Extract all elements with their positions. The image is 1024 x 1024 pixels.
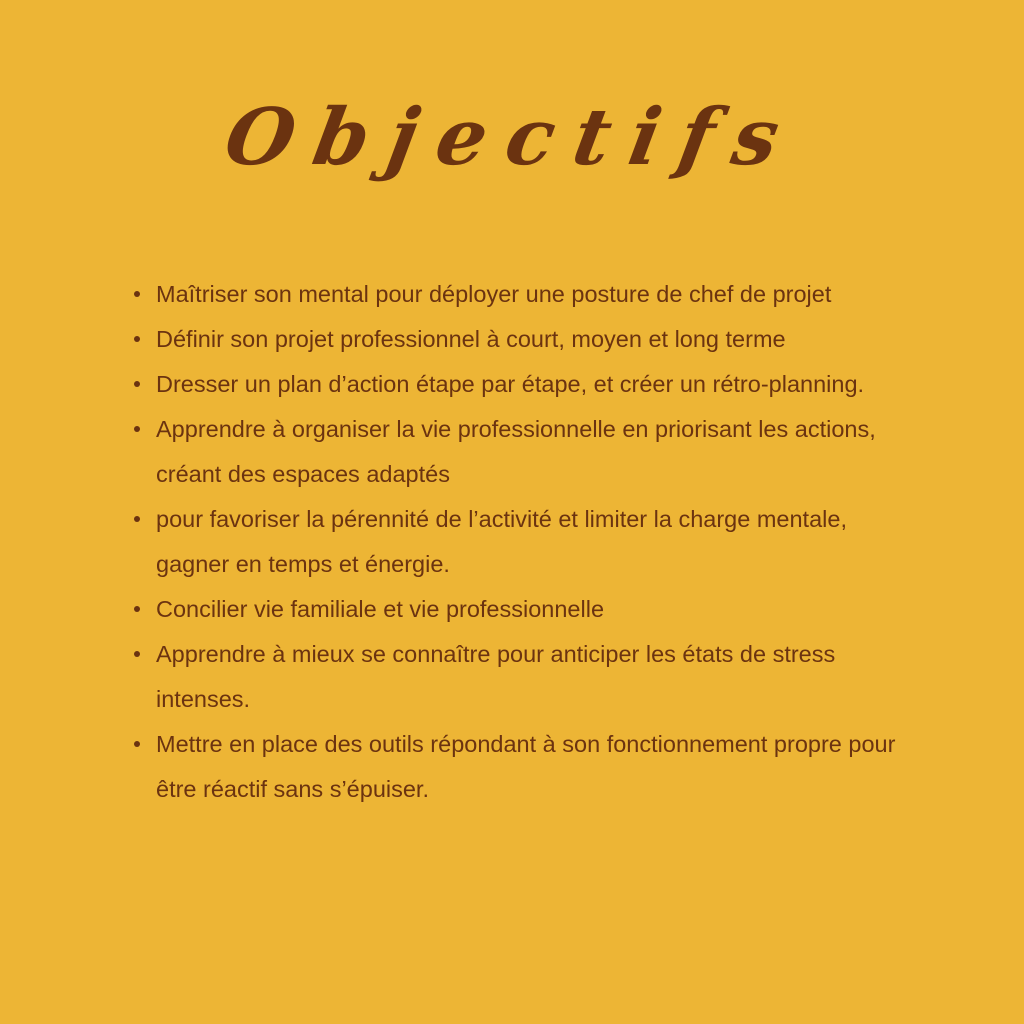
list-item-text: Définir son projet professionnel à court, moyen et long terme bbox=[156, 326, 786, 352]
list-item-text: pour favoriser la pérennité de l’activité et limiter la charge mentale, gagner en temps et énergie. bbox=[156, 506, 847, 577]
bullet-icon bbox=[134, 741, 140, 747]
bullet-icon bbox=[134, 381, 140, 387]
list-item bbox=[156, 407, 916, 497]
bullet-icon bbox=[134, 651, 140, 657]
bullet-icon bbox=[134, 516, 140, 522]
bullet-icon bbox=[134, 426, 140, 432]
bullet-icon bbox=[134, 291, 140, 297]
bullet-icon bbox=[134, 606, 140, 612]
list-item bbox=[156, 587, 916, 632]
list-item-text: Apprendre à mieux se connaître pour anticiper les états de stress intenses. bbox=[156, 641, 836, 712]
list-item-text: Apprendre à organiser la vie professionnelle en priorisant les actions, créant des espaces adaptés bbox=[156, 416, 876, 487]
page-title: Objectifs bbox=[218, 92, 806, 183]
list-item-text: Concilier vie familiale et vie professionnelle bbox=[156, 596, 605, 622]
list-item-text: Dresser un plan d’action étape par étape, et créer un rétro-planning. bbox=[156, 371, 865, 397]
list-item bbox=[156, 317, 916, 362]
list-item-text: Maîtriser son mental pour déployer une posture de chef de projet bbox=[156, 281, 832, 307]
objectives-list bbox=[156, 272, 916, 812]
list-item bbox=[156, 497, 916, 587]
list-item bbox=[156, 632, 916, 722]
list-item bbox=[156, 362, 916, 407]
list-item bbox=[156, 272, 916, 317]
bullet-icon bbox=[134, 336, 140, 342]
list-item-text: Mettre en place des outils répondant à son fonctionnement propre pour être réactif sans s’épuiser. bbox=[156, 731, 896, 802]
list-item bbox=[156, 722, 916, 812]
